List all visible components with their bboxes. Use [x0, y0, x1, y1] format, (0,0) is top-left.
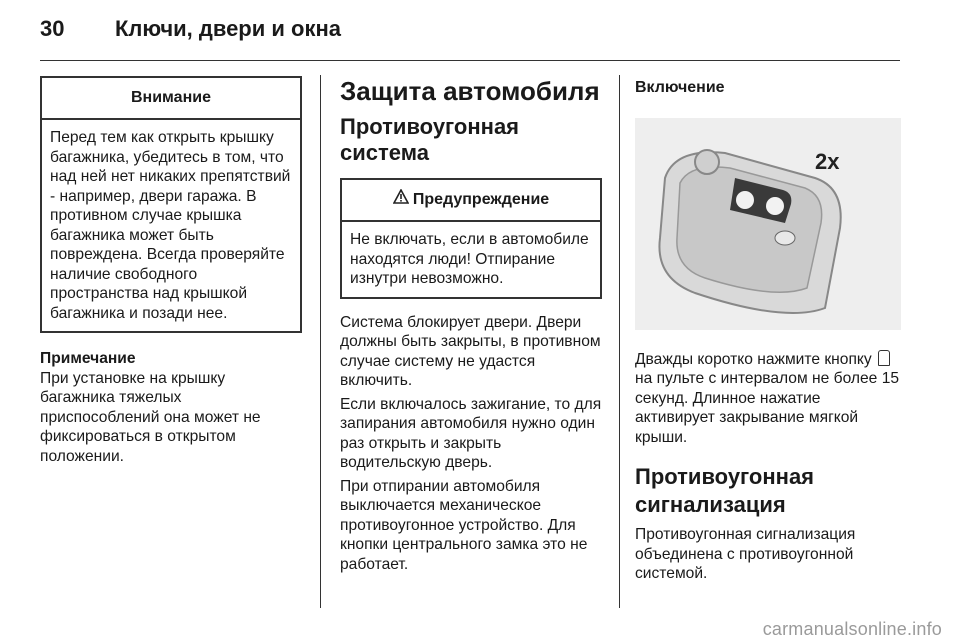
warning-header: [342, 180, 600, 222]
watermark: carmanualsonline.info: [762, 619, 942, 639]
activation-text-rest: на пульте с интервалом не более 15 секунд. Длинное нажатие активирует закрывание мягкой крыши.: [635, 370, 900, 446]
activation-text-start: Дважды коротко нажмите кнопку: [635, 350, 872, 368]
column-divider-left: [320, 75, 321, 608]
paragraph-1: Система блокирует двери. Двери должны быть закрыты, в противном случае систему не удастся включить.: [340, 313, 601, 389]
caution-title: Внимание: [42, 78, 300, 120]
note-title: Примечание: [40, 350, 136, 367]
paragraph-3: При отпирании автомобиля выключается механическое противоугонное устройство. Для кнопки центрального замка это не работает.: [340, 477, 588, 573]
image-label-2x: 2x: [815, 148, 840, 174]
warning-title: Предупреждение: [412, 191, 550, 208]
column-divider-right: [619, 75, 620, 608]
caution-box: [40, 76, 302, 333]
warning-body: Не включать, если в автомобиле находятся люди! Отпирание изнутри невозможно.: [350, 231, 589, 287]
page-number: 30: [40, 16, 65, 41]
subsection-title: Противоугонная система: [340, 114, 520, 165]
note-body: При установке на крышку багажника тяжелых приспособлений она может не фиксироваться в открытом положении.: [40, 369, 261, 465]
page-header-title: Ключи, двери и окна: [115, 16, 341, 41]
lock-icon: [878, 350, 890, 366]
column-1: [40, 76, 302, 466]
section-title: Защита автомобиля: [340, 76, 600, 106]
column-3: [635, 76, 901, 584]
warning-box: [340, 178, 602, 299]
warning-triangle-icon: [393, 180, 409, 220]
activation-title: Включение: [635, 79, 725, 96]
paragraph-2: Если включалось зажигание, то для запирания автомобиля нужно один раз открыть и закрыть водительскую дверь.: [340, 395, 602, 471]
remote-key-icon: [635, 118, 901, 330]
remote-key-image: [635, 118, 901, 330]
activation-text: [635, 350, 901, 448]
alarm-subsection-title: Противоугонная сигнализация: [635, 464, 815, 517]
column-2: [340, 76, 602, 574]
caution-body: Перед тем как открыть крышку багажника, убедитесь в том, что над ней нет никаких препятствий - например, двери гаража. В противном случае крышка багажника может быть повреждена. Всегда проверяйте наличие свободного пространства над крышкой багажника и позади нее.: [50, 129, 291, 322]
header-rule: [40, 60, 900, 61]
alarm-subsection-body: Противоугонная сигнализация объединена с противоугонной системой.: [635, 526, 856, 582]
